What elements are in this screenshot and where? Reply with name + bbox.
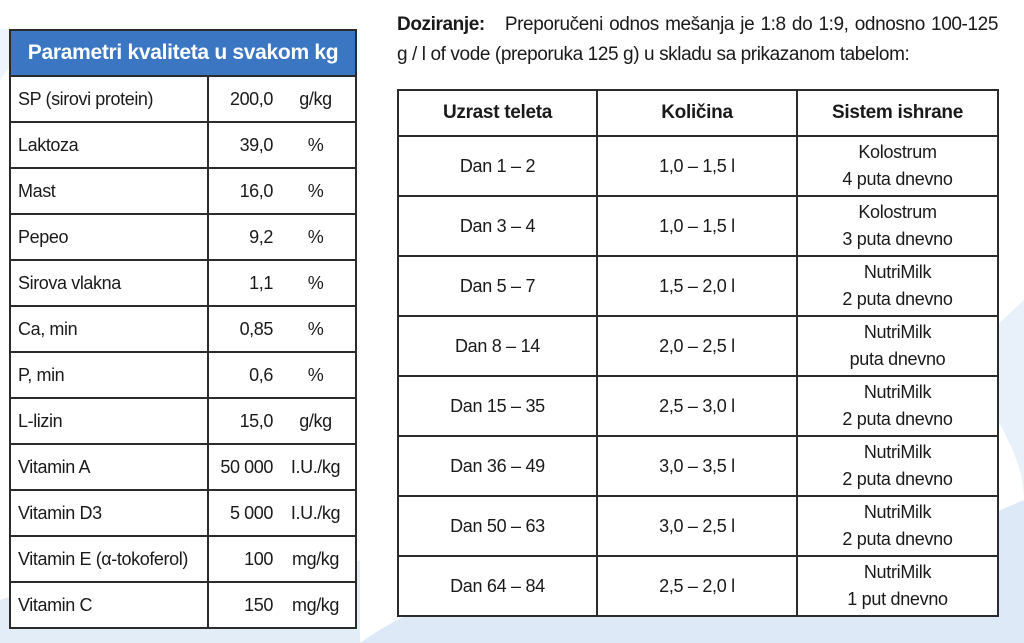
amount: 2,0 – 2,5 l: [597, 316, 797, 376]
feeding-product: NutriMilk: [863, 382, 932, 402]
amount: 3,0 – 2,5 l: [597, 496, 797, 556]
table-row: [10, 260, 356, 306]
dosage-label: Doziranje:: [397, 14, 485, 35]
feeding-frequency: 2 puta dnevno: [842, 469, 953, 489]
feeding-product: Kolostrum: [858, 202, 937, 222]
parameter-unit: %: [276, 214, 356, 260]
feeding-frequency: 1 put dnevno: [847, 589, 948, 609]
parameter-unit: %: [276, 122, 356, 168]
header-calf-age: Uzrast teleta: [398, 90, 597, 136]
table-row: [398, 436, 998, 496]
parameter-value: 100: [208, 536, 276, 582]
table-row: [398, 196, 998, 256]
header-feeding-system: Sistem ishrane: [797, 90, 998, 136]
feeding-frequency: 4 puta dnevno: [842, 169, 953, 189]
parameter-value: 15,0: [208, 398, 276, 444]
feeding-system: [797, 316, 998, 376]
parameter-value: 16,0: [208, 168, 276, 214]
parameter-value: 50 000: [208, 444, 276, 490]
dosage-intro: [397, 10, 998, 70]
amount: 1,0 – 1,5 l: [597, 196, 797, 256]
feeding-frequency: puta dnevno: [849, 349, 946, 369]
amount: 3,0 – 3,5 l: [597, 436, 797, 496]
amount: 2,5 – 3,0 l: [597, 376, 797, 436]
feeding-product: NutriMilk: [863, 322, 932, 342]
table-row: [10, 306, 356, 352]
dosage-intro-text: Preporučeni odnos mešanja je 1:8 do 1:9, odnosno 100-125 g / l of vode (preporuka 125 g) u skladu sa prikazanom tabelom:: [397, 14, 998, 65]
parameter-value: 1,1: [208, 260, 276, 306]
header-amount: Količina: [597, 90, 797, 136]
parameter-name: Vitamin A: [10, 444, 208, 490]
table-row: [10, 76, 356, 122]
parameter-name: Ca, min: [10, 306, 208, 352]
parameter-name: Vitamin C: [10, 582, 208, 628]
parameter-unit: %: [276, 168, 356, 214]
amount: 2,5 – 2,0 l: [597, 556, 797, 616]
feeding-frequency: 2 puta dnevno: [842, 409, 953, 429]
table-row: [10, 536, 356, 582]
feeding-system: [797, 496, 998, 556]
feeding-system: [797, 256, 998, 316]
feeding-product: NutriMilk: [863, 262, 932, 282]
quality-parameters-title: Parametri kvaliteta u svakom kg: [10, 30, 356, 76]
feeding-product: NutriMilk: [863, 562, 932, 582]
parameter-name: Vitamin E (α-tokoferol): [10, 536, 208, 582]
parameter-value: 200,0: [208, 76, 276, 122]
table-row: [10, 122, 356, 168]
table-row: [398, 316, 998, 376]
parameter-unit: %: [276, 306, 356, 352]
parameter-unit: g/kg: [276, 76, 356, 122]
table-row: [10, 352, 356, 398]
parameter-name: SP (sirovi protein): [10, 76, 208, 122]
calf-age: Dan 50 – 63: [398, 496, 597, 556]
parameter-name: Sirova vlakna: [10, 260, 208, 306]
table-row: [10, 582, 356, 628]
amount: 1,5 – 2,0 l: [597, 256, 797, 316]
parameter-unit: %: [276, 260, 356, 306]
calf-age: Dan 3 – 4: [398, 196, 597, 256]
calf-age: Dan 15 – 35: [398, 376, 597, 436]
calf-age: Dan 64 – 84: [398, 556, 597, 616]
parameter-name: L-lizin: [10, 398, 208, 444]
feeding-system: [797, 136, 998, 196]
table-row: [398, 136, 998, 196]
table-row: [398, 256, 998, 316]
table-row: [10, 444, 356, 490]
table-row: [398, 496, 998, 556]
feeding-system: [797, 196, 998, 256]
parameter-unit: g/kg: [276, 398, 356, 444]
feeding-system: [797, 436, 998, 496]
dosage-header-row: [398, 90, 998, 136]
feeding-system: [797, 376, 998, 436]
parameter-value: 39,0: [208, 122, 276, 168]
parameter-unit: mg/kg: [276, 582, 356, 628]
parameter-name: Pepeo: [10, 214, 208, 260]
feeding-product: Kolostrum: [858, 142, 937, 162]
parameter-value: 0,85: [208, 306, 276, 352]
parameter-value: 150: [208, 582, 276, 628]
parameter-value: 0,6: [208, 352, 276, 398]
feeding-frequency: 2 puta dnevno: [842, 289, 953, 309]
calf-age: Dan 5 – 7: [398, 256, 597, 316]
parameter-value: 5 000: [208, 490, 276, 536]
feeding-frequency: 2 puta dnevno: [842, 529, 953, 549]
table-row: [398, 556, 998, 616]
quality-parameters-table: [9, 29, 357, 629]
calf-age: Dan 1 – 2: [398, 136, 597, 196]
table-row: [10, 398, 356, 444]
quality-parameters-body: [10, 76, 356, 628]
feeding-product: NutriMilk: [863, 442, 932, 462]
table-row: [398, 376, 998, 436]
dosage-table: [397, 89, 999, 617]
parameter-name: Mast: [10, 168, 208, 214]
calf-age: Dan 36 – 49: [398, 436, 597, 496]
parameter-unit: I.U./kg: [276, 444, 356, 490]
calf-age: Dan 8 – 14: [398, 316, 597, 376]
parameter-unit: I.U./kg: [276, 490, 356, 536]
feeding-system: [797, 556, 998, 616]
parameter-unit: %: [276, 352, 356, 398]
parameter-unit: mg/kg: [276, 536, 356, 582]
dosage-table-body: [398, 136, 998, 616]
feeding-frequency: 3 puta dnevno: [842, 229, 953, 249]
parameter-name: P, min: [10, 352, 208, 398]
parameter-name: Vitamin D3: [10, 490, 208, 536]
amount: 1,0 – 1,5 l: [597, 136, 797, 196]
feeding-product: NutriMilk: [863, 502, 932, 522]
table-row: [10, 168, 356, 214]
table-row: [10, 490, 356, 536]
table-row: [10, 214, 356, 260]
parameter-value: 9,2: [208, 214, 276, 260]
parameter-name: Laktoza: [10, 122, 208, 168]
